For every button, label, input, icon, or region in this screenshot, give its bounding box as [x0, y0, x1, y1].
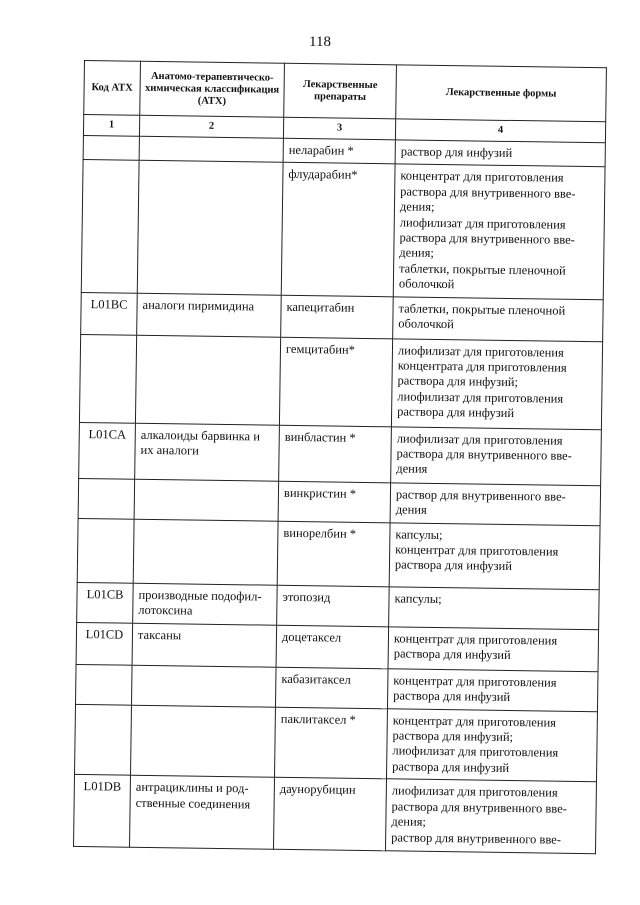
header-drug: Лекарственные препараты — [284, 63, 397, 119]
dosage-form-line: капсулы; — [394, 591, 442, 606]
dosage-form-line: раствора для внутривенного вве- — [400, 184, 576, 201]
dosage-form-line: лиофилизат для приготовления — [391, 783, 558, 800]
dosage-form-line: раствора для инфузий — [392, 759, 510, 775]
atx-code: L01CA — [79, 422, 136, 479]
dosage-form-line: концентрат для приготовления — [393, 673, 557, 690]
atx-code: L01DB — [74, 775, 131, 848]
atx-class — [135, 335, 280, 425]
dosage-form-line: оболочкой — [398, 316, 454, 332]
dosage-form-line: раствор для внутривенного вве- — [395, 487, 566, 504]
dosage-form-line: капсулы; — [395, 527, 443, 542]
dosage-form-line: концентрат для приготовления — [392, 713, 557, 730]
table-row — [79, 422, 602, 485]
atx-code — [77, 518, 134, 583]
dosage-forms — [388, 626, 599, 671]
dosage-form-line: раствора для инфузий — [393, 688, 511, 705]
dosage-forms — [393, 296, 604, 341]
table-header-row — [84, 61, 607, 122]
dosage-form-line: лиофилизат для приготовления — [397, 343, 564, 360]
dosage-form-line: дения; — [399, 199, 435, 215]
atx-table — [73, 60, 607, 855]
dosage-form-line: раствора для внутривенного вве- — [399, 230, 575, 247]
drug-name: даунорубицин — [273, 778, 386, 852]
drug-name: винкристин * — [278, 481, 391, 523]
dosage-forms — [391, 426, 602, 485]
header-class: Анатомо-терапевтическо-химическая классификация (АТХ) — [140, 61, 285, 117]
table-body — [74, 135, 606, 854]
dosage-form-line: лиофилизат для приготовления — [397, 389, 564, 406]
dosage-forms — [389, 522, 600, 589]
dosage-form-line: раствора для внутривенного вве- — [396, 446, 572, 463]
drug-name: этопозид — [277, 585, 390, 627]
dosage-form-line: таблетки, покрытые пленочной — [398, 301, 566, 318]
dosage-forms — [386, 708, 597, 782]
table-row — [81, 292, 604, 341]
table-row — [74, 775, 597, 854]
dosage-form-line: концентрат для приготовления — [400, 168, 564, 186]
drug-name: доцетаксел — [276, 625, 389, 669]
dosage-forms — [390, 482, 601, 525]
drug-name: неларабин * — [283, 138, 395, 164]
atx-class: таксаны — [132, 623, 277, 667]
dosage-form-line: лиофилизат для приготовления — [392, 743, 559, 761]
atx-class: производные подофил-лотоксина — [133, 583, 278, 625]
table-row — [81, 160, 605, 300]
table-row — [79, 334, 602, 429]
atx-code — [81, 160, 139, 293]
drug-name: винорелбин * — [277, 521, 390, 587]
atx-class — [132, 665, 277, 707]
atx-code — [79, 334, 136, 423]
table-row — [75, 704, 598, 782]
dosage-form-line: оболочкой — [398, 276, 455, 292]
table-row — [77, 518, 600, 589]
dosage-form-line: лиофилизат для приготовления — [399, 215, 566, 232]
column-number: 3 — [283, 117, 395, 140]
column-number: 2 — [139, 115, 283, 138]
dosage-form-line: раствора для инфузий — [394, 557, 513, 574]
atx-code: L01BC — [81, 292, 138, 335]
dosage-form-line: раствора для инфузий — [397, 404, 515, 421]
dosage-form-line: лиофилизат для приготовления — [396, 431, 563, 448]
drug-name: гемцитабин* — [279, 337, 392, 427]
column-number: 1 — [83, 115, 139, 137]
dosage-form-line: раствора для инфузий — [393, 646, 511, 663]
dosage-form-line: дения — [395, 502, 427, 517]
header-code: Код АТХ — [84, 61, 141, 116]
drug-name: кабазитаксел — [275, 667, 388, 709]
dosage-form-line: таблетки, покрытые пленочной — [399, 261, 566, 278]
table-row — [76, 622, 599, 671]
dosage-form-line: раствор для инфузий — [400, 144, 513, 160]
dosage-form-line: дения; — [391, 814, 427, 829]
dosage-forms — [391, 338, 602, 429]
dosage-forms — [387, 668, 598, 711]
atx-class — [137, 161, 283, 295]
dosage-form-line: концентрат для приготовления — [395, 542, 559, 559]
page-number: 118 — [309, 34, 331, 50]
atx-class — [131, 705, 276, 778]
header-forms: Лекарственные формы — [396, 65, 607, 122]
atx-code — [75, 704, 132, 775]
atx-class — [134, 479, 279, 521]
atx-code: L01CD — [76, 622, 133, 665]
atx-class: алкалоиды барвинка и их аналоги — [135, 423, 280, 481]
dosage-forms — [385, 779, 596, 854]
atx-class: антрациклины и род-ственные соединения — [130, 776, 275, 850]
drug-name: флударабин* — [281, 163, 395, 297]
dosage-form-line: дения; — [399, 245, 434, 261]
dosage-form-line: раствора для внутривенного вве- — [391, 799, 568, 816]
dosage-forms — [389, 586, 600, 629]
atx-code — [78, 478, 135, 519]
dosage-forms — [393, 164, 605, 299]
column-number: 4 — [395, 119, 605, 143]
drug-name: винбластин * — [279, 425, 392, 483]
dosage-forms — [395, 140, 605, 167]
atx-code — [83, 135, 139, 160]
atx-class: аналоги пиримидина — [137, 293, 282, 337]
atx-code: L01CB — [77, 582, 134, 623]
dosage-form-line: дения — [396, 461, 428, 477]
dosage-form-line: раствор для внутривенного вве- — [391, 829, 562, 847]
dosage-form-line: концентрат для приготовления — [393, 631, 558, 648]
dosage-form-line: раствора для инфузий; — [397, 373, 519, 390]
dosage-form-line: раствора для инфузий; — [392, 728, 514, 745]
atx-class — [139, 136, 283, 162]
drug-name: паклитаксел * — [275, 707, 388, 779]
atx-class — [133, 519, 278, 585]
atx-code — [76, 664, 133, 705]
dosage-form-line: концентрата для приготовления — [397, 358, 567, 375]
drug-name: капецитабин — [281, 295, 394, 339]
